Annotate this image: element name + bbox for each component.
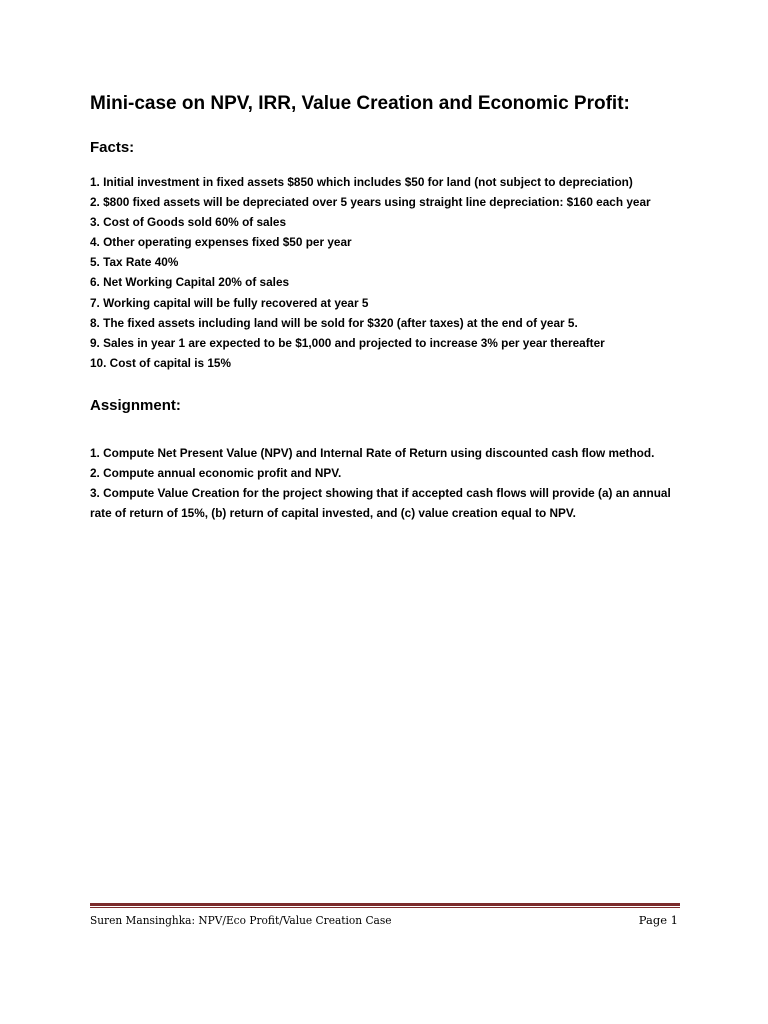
fact-item: 2. $800 fixed assets will be depreciated over 5 years using straight line depreciation: $160 each year <box>90 195 651 210</box>
footer-divider <box>90 903 680 908</box>
facts-heading: Facts: <box>90 139 135 156</box>
fact-item: 9. Sales in year 1 are expected to be $1,000 and projected to increase 3% per year thereafter <box>90 335 605 350</box>
fact-item: 4. Other operating expenses fixed $50 per year <box>90 235 352 250</box>
assignment-heading: Assignment: <box>90 397 181 414</box>
facts-list <box>90 172 651 373</box>
assignment-item: 2. Compute annual economic profit and NPV. <box>90 466 342 480</box>
assignment-list <box>90 443 680 523</box>
fact-item: 5. Tax Rate 40% <box>90 255 179 270</box>
fact-item: 1. Initial investment in fixed assets $850 which includes $50 for land (not subject to depreciation) <box>90 175 633 189</box>
footer-page-number: Page 1 <box>638 913 678 927</box>
assignment-item: 3. Compute Value Creation for the project showing that if accepted cash flows will provide (a) an annual rate of return of 15%, (b) return of capital invested, and (c) value creation equal to NPV. <box>90 486 671 520</box>
fact-item: 3. Cost of Goods sold 60% of sales <box>90 215 287 230</box>
document-title: Mini-case on NPV, IRR, Value Creation and Economic Profit: <box>90 93 630 114</box>
assignment-item: 1. Compute Net Present Value (NPV) and Internal Rate of Return using discounted cash flow method. <box>90 446 655 460</box>
fact-item: 8. The fixed assets including land will be sold for $320 (after taxes) at the end of year 5. <box>90 315 578 330</box>
fact-item: 7. Working capital will be fully recovered at year 5 <box>90 295 369 310</box>
fact-item: 6. Net Working Capital 20% of sales <box>90 275 290 290</box>
footer-document-title: Suren Mansinghka: NPV/Eco Profit/Value Creation Case <box>90 913 392 927</box>
fact-item: 10. Cost of capital is 15% <box>90 355 231 370</box>
